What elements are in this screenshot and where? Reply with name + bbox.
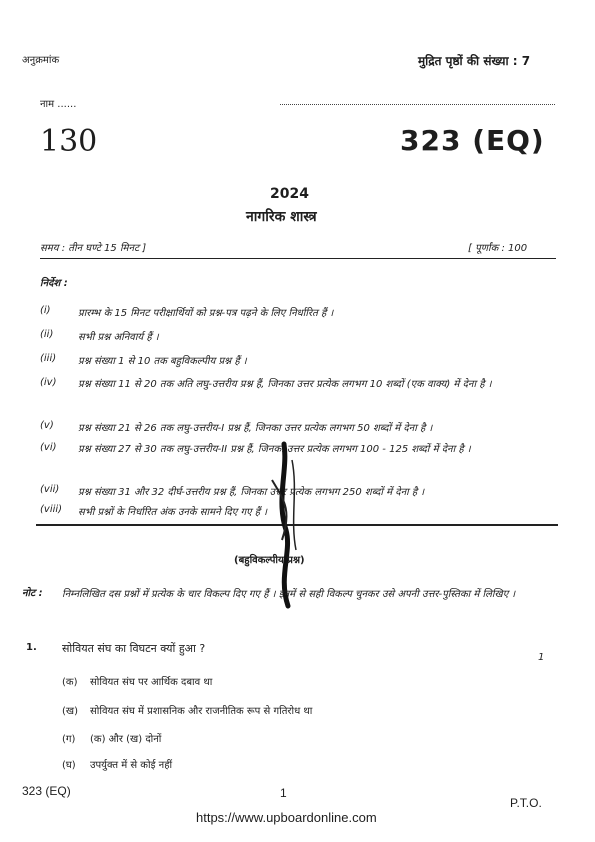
page-number: 1 xyxy=(280,786,287,800)
instruction-num: (i) xyxy=(40,305,51,316)
section-heading: (बहुविकल्पीय प्रश्न) xyxy=(234,555,305,566)
option-text: (क) और (ख) दोनों xyxy=(90,734,162,745)
exam-year: 2024 xyxy=(270,186,309,202)
instruction-text: प्रश्न संख्या 11 से 20 तक अति लघु-उत्तरीय प्रश्न हैं, जिनका उत्तर प्रत्येक लगभग 10 शब्दों (एक वाक्य) में देना है । xyxy=(78,379,492,390)
option-text: सोवियत संघ में प्रशासनिक और राजनीतिक रूप से गतिरोध था xyxy=(90,706,313,717)
instruction-text: प्रश्न संख्या 27 से 30 तक लघु-उत्तरीय-II प्रश्न हैं, जिनका उत्तर प्रत्येक लगभग 100 - 125 शब्दों में देना है । xyxy=(78,444,471,455)
question-text: सोवियत संघ का विघटन क्यों हुआ ? xyxy=(62,642,206,655)
question-marks: 1 xyxy=(538,652,545,663)
instruction-num: (vi) xyxy=(40,442,57,453)
code-left: 130 xyxy=(40,124,98,159)
pto-label: P.T.O. xyxy=(510,796,542,810)
name-label: नाम ...... xyxy=(40,99,77,110)
instruction-text: प्रश्न संख्या 21 से 26 तक लघु-उत्तरीय-I प्रश्न हैं, जिनका उत्तर प्रत्येक लगभग 50 शब्दों में देना है । xyxy=(78,423,433,434)
option-text: उपर्युक्त में से कोई नहीं xyxy=(90,760,173,771)
instruction-num: (vii) xyxy=(40,484,60,495)
printed-pages-count: मुद्रित पृष्ठों की संख्या : 7 xyxy=(418,54,531,68)
roll-number-label: अनुक्रमांक xyxy=(22,55,60,66)
option-text: सोवियत संघ पर आर्थिक दबाव था xyxy=(90,677,213,688)
option-label: (ख) xyxy=(62,706,78,717)
question-number: 1. xyxy=(26,642,37,653)
max-marks: [ पूर्णांक : 100 xyxy=(468,243,528,254)
meta-divider xyxy=(40,258,556,259)
instruction-text: प्रश्न संख्या 1 से 10 तक बहुविकल्पीय प्रश्न हैं । xyxy=(78,356,247,367)
instruction-text: सभी प्रश्न अनिवार्य हैं । xyxy=(78,332,159,343)
website-url[interactable]: https://www.upboardonline.com xyxy=(196,810,377,825)
option-label: (घ) xyxy=(62,760,76,771)
instruction-num: (v) xyxy=(40,420,54,431)
instructions-heading: निर्देश : xyxy=(40,278,68,289)
option-label: (ग) xyxy=(62,734,76,745)
instruction-num: (ii) xyxy=(40,329,54,340)
option-label: (क) xyxy=(62,677,78,688)
instruction-text: प्रश्न संख्या 31 और 32 दीर्घ-उत्तरीय प्रश्न हैं, जिनका उत्तर प्रत्येक लगभग 250 शब्दों में देना है । xyxy=(78,487,425,498)
instruction-text: प्रारम्भ के 15 मिनट परीक्षार्थियों को प्रश्न-पत्र पढ़ने के लिए निर्धारित हैं । xyxy=(78,308,334,319)
instruction-num: (iv) xyxy=(40,377,57,388)
instruction-num: (viii) xyxy=(40,504,63,515)
instruction-num: (iii) xyxy=(40,353,57,364)
note-text: निम्नलिखित दस प्रश्नों में प्रत्येक के चार विकल्प दिए गए हैं । इनमें से सही विकल्प चुनकर उसे अपनी उत्तर-पुस्तिका में लिखिए । xyxy=(62,589,516,600)
subject-title: नागरिक शास्त्र xyxy=(246,209,317,225)
note-label: नोट : xyxy=(22,588,43,599)
instruction-text: सभी प्रश्नों के निर्धारित अंक उनके सामने दिए गए हैं । xyxy=(78,507,268,518)
code-right: 323 (EQ) xyxy=(400,124,545,157)
name-dotted-line xyxy=(280,104,555,105)
footer-code: 323 (EQ) xyxy=(22,784,71,798)
time-allowed: समय : तीन घण्टे 15 मिनट ] xyxy=(40,243,147,254)
